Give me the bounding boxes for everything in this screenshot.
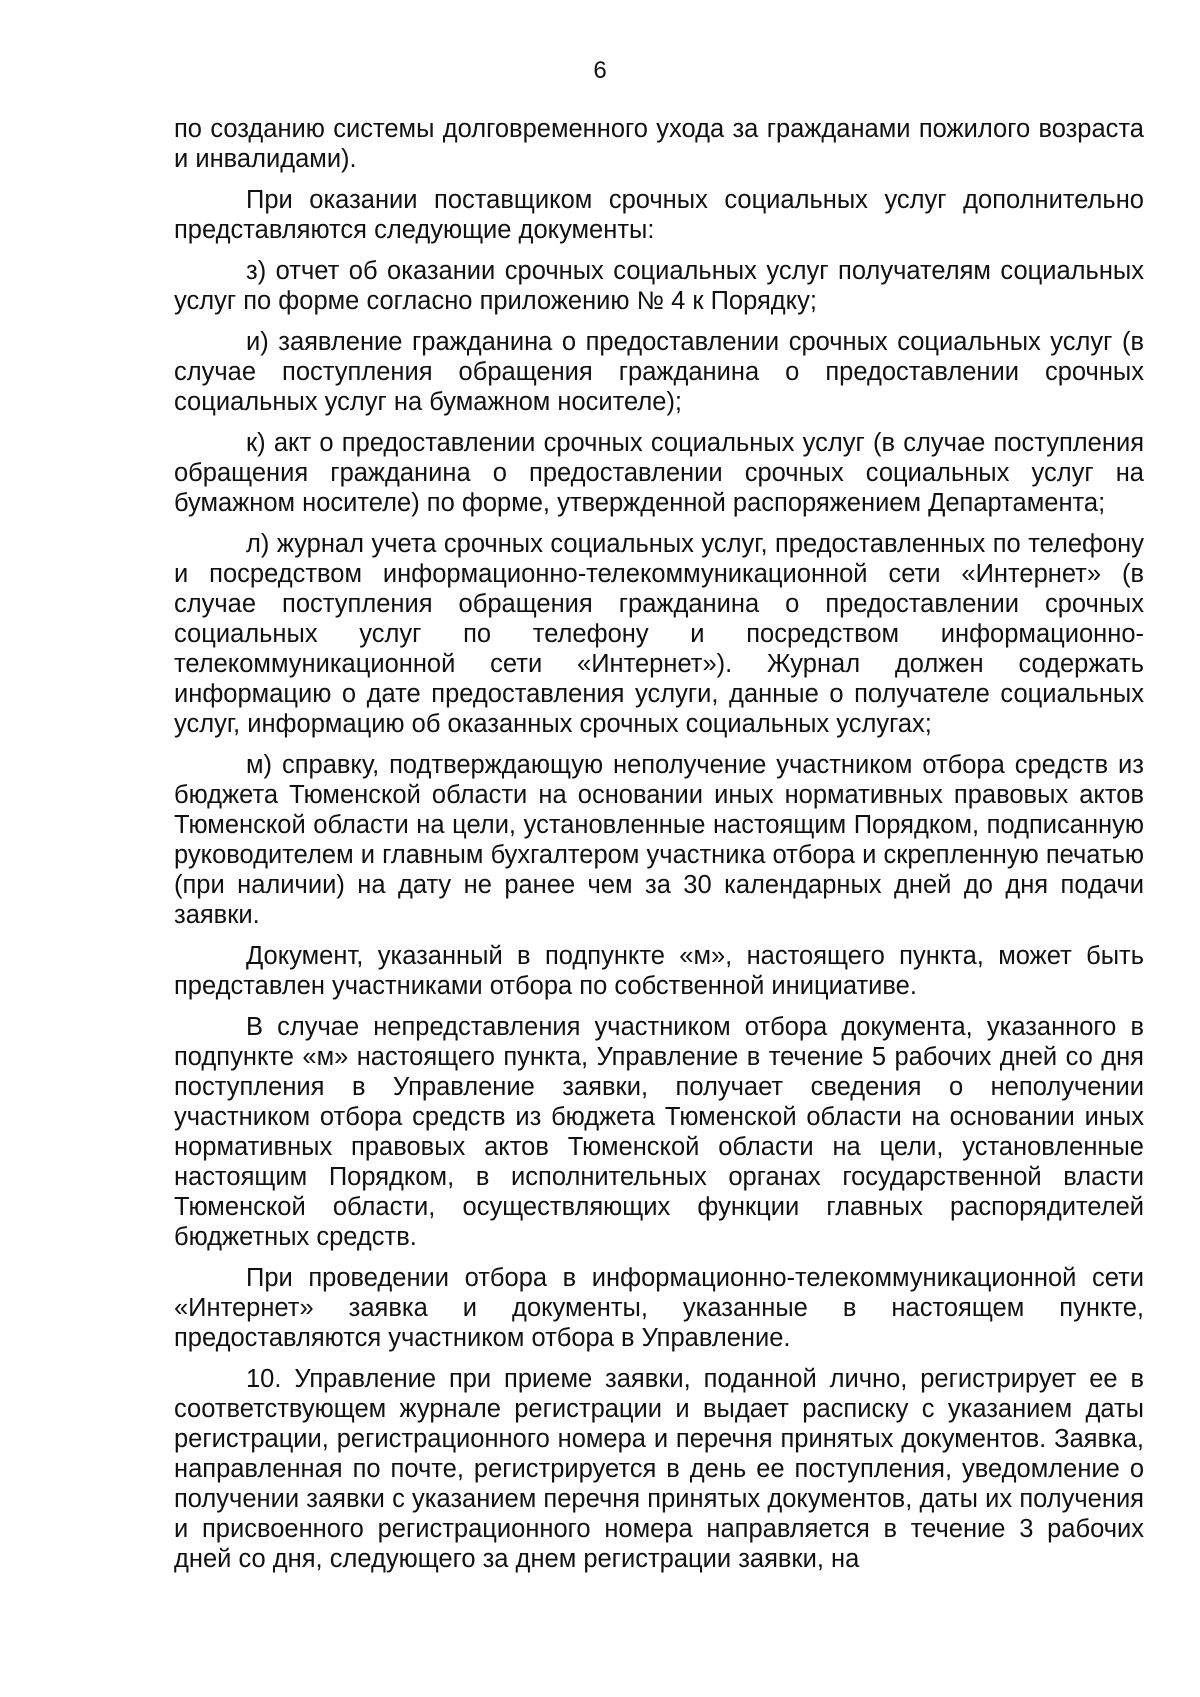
paragraph-urgent-services-intro: При оказании поставщиком срочных социальных услуг дополнительно представляются следующие документы:	[174, 186, 1144, 244]
page-number: 6	[593, 57, 607, 84]
paragraph-item-l: л) журнал учета срочных социальных услуг, предоставленных по телефону и посредством информационно-телекоммуникационной сети «Интернет» (в случае поступления обращения гражданина о предоставлении срочных социальных услуг по телефону и посредством информационно-телекоммуникационной сети «Интернет»). Журнал должен содержать информацию о дате предоставления услуги, данные о получателе социальных услуг, информацию об оказанных срочных социальных услугах;	[174, 530, 1144, 738]
paragraph-non-submission: В случае непредставления участником отбора документа, указанного в подпункте «м» настоящего пункта, Управление в течение 5 рабочих дней со дня поступления в Управление заявки, получает сведения о неполучении участником отбора средств из бюджета Тюменской области на основании иных нормативных правовых актов Тюменской области на цели, установленные настоящим Порядком, в исполнительных органах государственной власти Тюменской области, осуществляющих функции главных распорядителей бюджетных средств.	[174, 1013, 1144, 1251]
paragraph-item-10: 10. Управление при приеме заявки, поданной лично, регистрирует ее в соответствующем журнале регистрации и выдает расписку с указанием даты регистрации, регистрационного номера и перечня принятых документов. Заявка, направленная по почте, регистрируется в день ее поступления, уведомление о получении заявки с указанием перечня принятых документов, даты их получения и присвоенного регистрационного номера направляется в течение 3 рабочих дней со дня, следующего за днем регистрации заявки, на	[174, 1365, 1144, 1573]
paragraph-item-k: к) акт о предоставлении срочных социальных услуг (в случае поступления обращения гражданина о предоставлении срочных социальных услуг на бумажном носителе) по форме, утвержденной распоряжением Департамента;	[174, 429, 1144, 517]
paragraph-item-z: з) отчет об оказании срочных социальных услуг получателям социальных услуг по форме согласно приложению № 4 к Порядку;	[174, 257, 1144, 315]
document-body	[174, 114, 1144, 1574]
paragraph-item-m: м) справку, подтверждающую неполучение участником отбора средств из бюджета Тюменской области на основании иных нормативных правовых актов Тюменской области на цели, установленные настоящим Порядком, подписанную руководителем и главным бухгалтером участника отбора и скрепленную печатью (при наличии) на дату не ранее чем за 30 календарных дней до дня подачи заявки.	[174, 751, 1144, 929]
paragraph-continuation: по созданию системы долговременного ухода за гражданами пожилого возраста и инвалидами).	[174, 115, 1144, 173]
paragraph-document-initiative: Документ, указанный в подпункте «м», настоящего пункта, может быть представлен участниками отбора по собственной инициативе.	[174, 942, 1144, 1000]
paragraph-item-i: и) заявление гражданина о предоставлении срочных социальных услуг (в случае поступления обращения гражданина о предоставлении срочных социальных услуг на бумажном носителе);	[174, 328, 1144, 416]
paragraph-internet-submission: При проведении отбора в информационно-телекоммуникационной сети «Интернет» заявка и документы, указанные в настоящем пункте, предоставляются участником отбора в Управление.	[174, 1264, 1144, 1352]
